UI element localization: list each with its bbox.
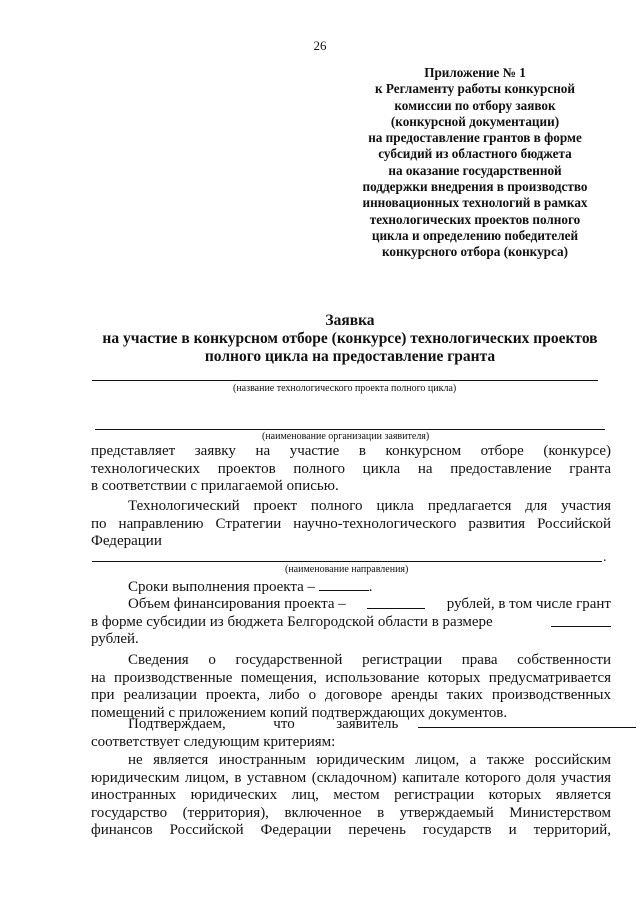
title-line: на участие в конкурсном отборе (конкурсе) технологических проектов <box>102 330 598 347</box>
appendix-block <box>330 65 620 261</box>
project-name-caption: (название технологического проекта полного цикла) <box>233 383 457 394</box>
appendix-line: поддержки внедрения в производство <box>362 179 588 195</box>
direction-line <box>92 561 602 562</box>
document-page: 26 Приложение № 1 к Регламенту работы конкурсной комиссии по отбору заявок (конкурсной документации) на предоставление грантов в форме субсидий из областного бюджета на оказание государственной поддержки внедрения в производство инновационных технологий в рамках технологических проектов полного цикла и определению победителей конкурсного отбора (конкурса) Заявка на участие в конкурсном отборе (конкурсе) технологических проектов полного цикла на предоставление гранта (название технологического проекта полного цикла) (наименование организации заявителя) представляет заявку на участие в конкурсном отборе (конкурсе) технологических проектов полного цикла на предоставление гранта в соответствии с прилагаемой описью. Технологический проект полного цикла предлагается для участия по направлению Стратегии научно-технологического развития Российской Федерации . (наименование направления) Сроки выполнения проекта – . Объем финансирования проекта – рублей, в том числе грант в форме субсидии из бюджета Белгородской области в размере рублей. Сведения о государственной регистрации права собственности на производственные помещения, использование которых предусматривается при реализации проекта, либо о договоре аренды таких производственных помещений с приложением копий подтверждающих документов. Подтверждаем, что заявитель соответствует следующим критериям: не является иностранным юридическим лицом, а также российским юридическим лицом, в уставном (складочном) капитале которого доля участия иностранных юридических лиц, местом регистрации которых является государство (территория), включенное в утверждаемый Министерством финансов Российской Федерации перечень государств и территорий, <box>0 0 640 905</box>
deadline-blank <box>319 578 369 591</box>
title-heading: Заявка <box>325 312 375 329</box>
appendix-line: цикла и определению победителей <box>371 227 579 243</box>
paragraph-direction: Технологический проект полного цикла предлагается для участия по направлению Стратегии научно-технологического развития Российской Федерации <box>91 498 611 550</box>
project-name-line <box>92 380 598 381</box>
appendix-line: субсидий из областного бюджета <box>378 146 572 162</box>
page-number: 26 <box>313 38 327 53</box>
application-title <box>80 312 620 366</box>
paragraph-submission: представляет заявку на участие в конкурсном отборе (конкурсе) технологических проектов полного цикла на предоставление гранта в соответствии с прилагаемой описью. <box>91 443 611 495</box>
appendix-line: инновационных технологий в рамках <box>362 195 588 211</box>
grant-amount-blank <box>551 614 611 627</box>
title-line: полного цикла на предоставление гранта <box>204 348 496 365</box>
paragraph-criteria: не является иностранным юридическим лицом, а также российским юридическим лицом, в уставном (складочном) капитале которого доля участия иностранных юридических лиц, местом регистрации которых является государство (территория), включенное в утверждаемый Министерством финансов Российской Федерации перечень государств и территорий, <box>91 752 611 839</box>
appendix-line: на предоставление грантов в форме <box>368 130 582 146</box>
org-name-caption: (наименование организации заявителя) <box>262 431 430 442</box>
appendix-line: на оказание государственной <box>388 162 562 178</box>
appendix-line: Приложение № 1 <box>424 65 526 80</box>
appendix-line: к Регламенту работы конкурсной <box>374 81 575 97</box>
paragraph-funding: Объем финансирования проекта – рублей, в том числе грант в форме субсидии из бюджета Белгородской области в размере рублей. <box>91 596 611 648</box>
applicant-name-blank <box>418 715 636 728</box>
paragraph-registration: Сведения о государственной регистрации права собственности на производственные помещения, использование которых предусматривается при реализации проекта, либо о договоре аренды таких производственных помещений с приложением копий подтверждающих документов. <box>91 652 611 721</box>
appendix-line: комиссии по отбору заявок <box>394 97 556 113</box>
funding-amount-blank <box>367 596 425 609</box>
appendix-line: конкурсного отбора (конкурса) <box>381 244 569 260</box>
direction-caption: (наименование направления) <box>285 564 409 575</box>
paragraph-confirm: Подтверждаем, что заявитель соответствует следующим критериям: <box>91 715 611 751</box>
appendix-line: технологических проектов полного <box>369 211 581 227</box>
appendix-line: (конкурсной документации) <box>390 113 560 129</box>
deadline-line: Сроки выполнения проекта – . <box>128 579 373 595</box>
org-name-line <box>95 429 605 430</box>
